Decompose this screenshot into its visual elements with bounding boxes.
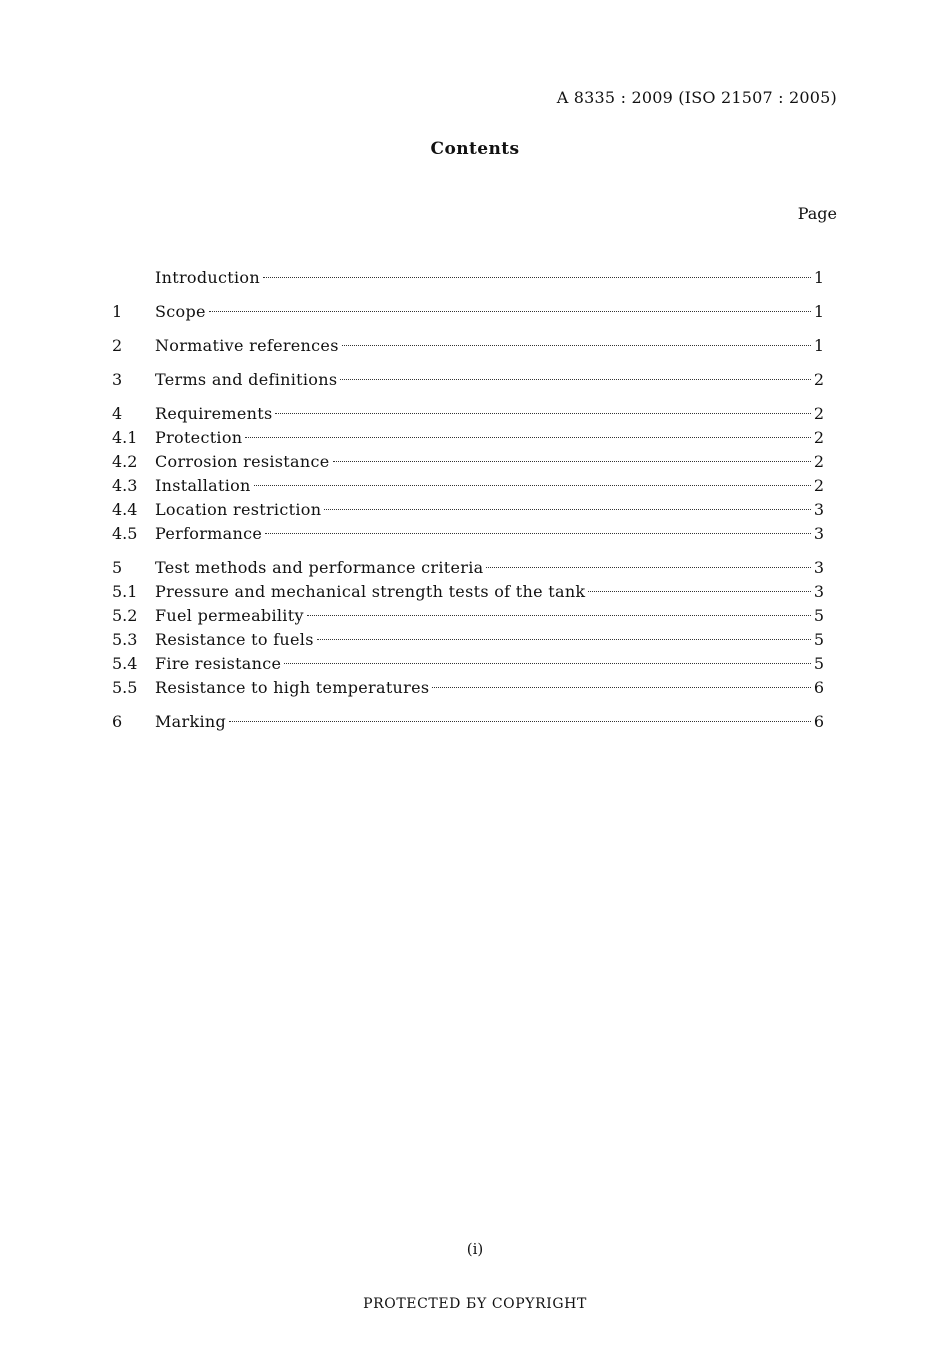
dot-leader xyxy=(588,591,810,592)
toc-entry-number: 4.2 xyxy=(112,452,138,471)
toc-entry-high-temperatures[interactable] xyxy=(112,676,824,700)
page-column-label: Page xyxy=(797,204,837,223)
toc-entry-fire-resistance[interactable] xyxy=(112,652,824,676)
toc-entry-page: 1 xyxy=(813,302,824,321)
toc-entry-test-methods[interactable] xyxy=(112,556,824,580)
dot-leader xyxy=(263,277,811,278)
toc-entry-terms-and-definitions[interactable] xyxy=(112,368,824,392)
toc-entry-number: 3 xyxy=(112,370,123,389)
toc-entry-number: 4.5 xyxy=(112,524,138,543)
page-title: Contents xyxy=(430,139,520,159)
dot-leader xyxy=(209,311,811,312)
toc-entry-number: 5.5 xyxy=(112,678,138,697)
toc-entry-requirements[interactable] xyxy=(112,402,824,426)
copyright-footer: PROTECTED БY COPYRIGHT xyxy=(363,1296,587,1312)
toc-entry-introduction[interactable] xyxy=(112,266,824,290)
toc-entry-label: Performance xyxy=(155,524,263,543)
toc-entry-label: Fuel permeability xyxy=(155,606,304,625)
dot-leader xyxy=(333,461,811,462)
toc-entry-protection[interactable] xyxy=(112,426,824,450)
toc-entry-page: 3 xyxy=(813,524,824,543)
toc-entry-page: 3 xyxy=(813,582,824,601)
toc-entry-marking[interactable] xyxy=(112,710,824,734)
toc-entry-label: Requirements xyxy=(155,404,273,423)
toc-entry-page: 2 xyxy=(813,404,824,423)
toc-entry-label: Introduction xyxy=(155,268,260,287)
dot-leader xyxy=(284,663,811,664)
toc-entry-resistance-to-fuels[interactable] xyxy=(112,628,824,652)
dot-leader xyxy=(245,437,810,438)
dot-leader xyxy=(317,639,811,640)
toc-entry-page: 3 xyxy=(813,500,824,519)
toc-entry-number: 4 xyxy=(112,404,123,423)
toc-entry-label: Pressure and mechanical strength tests of the tank xyxy=(155,582,586,601)
toc-entry-performance[interactable] xyxy=(112,522,824,546)
toc-entry-fuel-permeability[interactable] xyxy=(112,604,824,628)
toc-entry-page: 2 xyxy=(813,452,824,471)
table-of-contents xyxy=(112,266,824,734)
toc-entry-page: 1 xyxy=(813,336,824,355)
dot-leader xyxy=(342,345,811,346)
dot-leader xyxy=(307,615,811,616)
dot-leader xyxy=(265,533,811,534)
toc-entry-page: 6 xyxy=(813,712,824,731)
toc-entry-label: Resistance to fuels xyxy=(155,630,314,649)
toc-entry-scope[interactable] xyxy=(112,300,824,324)
toc-entry-number: 2 xyxy=(112,336,123,355)
toc-entry-page: 5 xyxy=(813,654,824,673)
toc-entry-label: Location restriction xyxy=(155,500,322,519)
dot-leader xyxy=(275,413,810,414)
toc-entry-number: 4.1 xyxy=(112,428,138,447)
toc-entry-label: Marking xyxy=(155,712,227,731)
dot-leader xyxy=(486,567,810,568)
dot-leader xyxy=(340,379,810,380)
toc-entry-label: Normative references xyxy=(155,336,339,355)
toc-entry-page: 1 xyxy=(813,268,824,287)
page-number: (i) xyxy=(466,1240,484,1258)
toc-entry-number: 5.4 xyxy=(112,654,138,673)
toc-entry-page: 5 xyxy=(813,630,824,649)
toc-entry-location-restriction[interactable] xyxy=(112,498,824,522)
toc-entry-normative-references[interactable] xyxy=(112,334,824,358)
toc-entry-label: Test methods and performance criteria xyxy=(155,558,484,577)
toc-entry-number: 1 xyxy=(112,302,123,321)
toc-entry-page: 2 xyxy=(813,428,824,447)
toc-entry-pressure-tests[interactable] xyxy=(112,580,824,604)
toc-entry-label: Corrosion resistance xyxy=(155,452,330,471)
toc-entry-label: Installation xyxy=(155,476,251,495)
toc-entry-label: Scope xyxy=(155,302,206,321)
toc-entry-number: 4.3 xyxy=(112,476,138,495)
document-id: A 8335 : 2009 (ISO 21507 : 2005) xyxy=(556,88,837,107)
toc-entry-page: 3 xyxy=(813,558,824,577)
dot-leader xyxy=(254,485,811,486)
toc-entry-page: 6 xyxy=(813,678,824,697)
toc-entry-label: Fire resistance xyxy=(155,654,282,673)
toc-entry-number: 5 xyxy=(112,558,123,577)
toc-entry-number: 5.2 xyxy=(112,606,138,625)
toc-entry-number: 4.4 xyxy=(112,500,138,519)
toc-entry-number: 5.1 xyxy=(112,582,138,601)
toc-entry-page: 2 xyxy=(813,370,824,389)
toc-entry-number: 5.3 xyxy=(112,630,138,649)
toc-entry-label: Resistance to high temperatures xyxy=(155,678,430,697)
toc-entry-label: Terms and definitions xyxy=(155,370,338,389)
toc-entry-page: 5 xyxy=(813,606,824,625)
toc-entry-number: 6 xyxy=(112,712,123,731)
toc-entry-installation[interactable] xyxy=(112,474,824,498)
toc-entry-page: 2 xyxy=(813,476,824,495)
dot-leader xyxy=(324,509,811,510)
toc-entry-corrosion-resistance[interactable] xyxy=(112,450,824,474)
dot-leader xyxy=(229,721,811,722)
toc-entry-label: Protection xyxy=(155,428,243,447)
dot-leader xyxy=(432,687,810,688)
